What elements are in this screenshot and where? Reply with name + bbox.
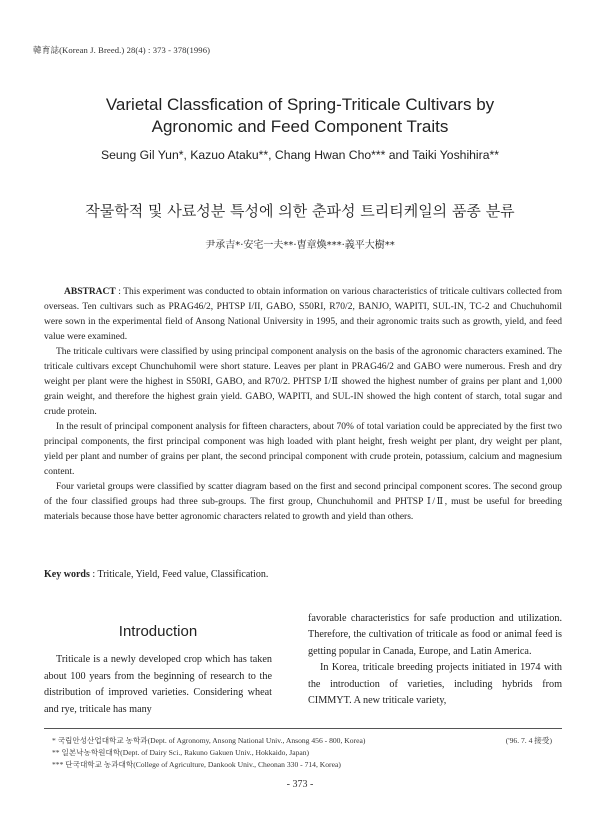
korean-authors: 尹承吉*·安宅一夫**·曺章煥***·義平大樹** (205, 240, 395, 251)
abstract-paragraph: The triticale cultivars were classified by using principal component analysis on the basis of the agronomic characters examined. The triticale cultivars except Chunchuhomil were short stature. Leaves per plant in PRAG46/2 and GABO were numerous. Fresh and dry weight per plant were the highest in S50RI, GABO, and R70/2. PHTSP Ⅰ/Ⅱ showed the highest number of grains per plant and 1,000 grain weight, and therefore the highest grain yield. GABO, WAPITI, and SUL-IN showed the high content of starch, total sugar and crude protein. (44, 347, 562, 417)
introduction-right-paragraph-2: In Korea, triticale breeding projects initiated in 1974 with the introduction of varieties, including hybrids from CIMMYT. A new triticale variety, (308, 662, 562, 707)
introduction-right-paragraph-1: favorable characteristics for safe production and utilization. Therefore, the cultivation of triticale as food or animal feed is getting popular in Canada, Europe, and Latin America. (308, 613, 562, 657)
left-column (44, 600, 272, 718)
footnote-item (52, 735, 562, 747)
korean-title: 작물학적 및 사료성분 특성에 의한 춘파성 트리티케일의 품종 분류 (85, 202, 515, 220)
footnote-divider (44, 728, 562, 729)
footnote-text: * 국립안성산업대학교 농학과(Dept. of Agronomy, Ansong National Univ., Ansong 456 - 800, Korea) (52, 736, 366, 745)
introduction-left-text: Triticale is a newly developed crop which has taken about 100 years from the beginning of research to the distribution of improved varieties. Considering wheat and rye, triticale has many (44, 654, 272, 715)
abstract-paragraph (44, 285, 562, 345)
footnote-text: *** 단국대학교 농과대학(College of Agriculture, Dankook Univ., Cheonan 330 - 714, Korea) (52, 759, 341, 769)
paper-title-line-2: Agronomic and Feed Component Traits (151, 117, 449, 136)
abstract (44, 285, 562, 525)
paper-title-line-1: Varietal Classfication of Spring-Triticale Cultivars by (105, 95, 495, 114)
abstract-label: ABSTRACT (64, 287, 116, 297)
footnote-text: ** 일본낙농학원대학(Dept. of Dairy Sci., Rakuno Gakuen Univ., Hokkaido, Japan) (52, 747, 310, 757)
authors: Seung Gil Yun*, Kazuo Ataku**, Chang Hwan Cho*** and Taiki Yoshihira** (101, 148, 499, 162)
paper-title (0, 94, 600, 138)
abstract-text: : This experiment was conducted to obtain information on various characteristics of triticale cultivars collected from overseas. Ten cultivars such as PRAG46/2, PHTSP I/II, GABO, S50RI, R70/2, BANJO, WAPITI, SUL-IN, TC-2 and Chuchuhomil were sown in the experimental field of Ansong National University in 1995, and their agronomic traits such as growth, yield, and feed value were examined. (44, 287, 562, 342)
keywords (44, 569, 562, 580)
footnote-item (52, 747, 562, 759)
page-number: - 373 - (286, 779, 314, 790)
keywords-text: : Triticale, Yield, Feed value, Classification. (89, 569, 269, 580)
introduction-heading: Introduction (118, 623, 198, 640)
right-column (308, 611, 562, 709)
received-date: ('96. 7. 4 接受) (505, 736, 552, 745)
journal-header: 韓育誌(Korean J. Breed.) 28(4) : 373 - 378(1996) (33, 45, 211, 55)
footnotes (52, 735, 562, 770)
abstract-paragraph: In the result of principal component analysis for fifteen characters, about 70% of total variation could be appreciated by the first two principal components, the first principal component was high loaded with plant height, fresh weight per plant, dry weight per plant, yield per plant and number of grains per plant, the second principal component with crude protein, potassium, calcium and magnesium content. (44, 422, 562, 477)
keywords-label: Key words (44, 569, 90, 580)
footnote-item (52, 759, 562, 771)
abstract-paragraph: Four varietal groups were classified by scatter diagram based on the first and second principal component scores. The second group of the four classified groups had three sub-groups. The first group, Chunchuhomil and PHTSP Ⅰ/Ⅱ, must be useful for breeding materials because those have better agronomic characters related to growth and yield than others. (44, 482, 562, 522)
